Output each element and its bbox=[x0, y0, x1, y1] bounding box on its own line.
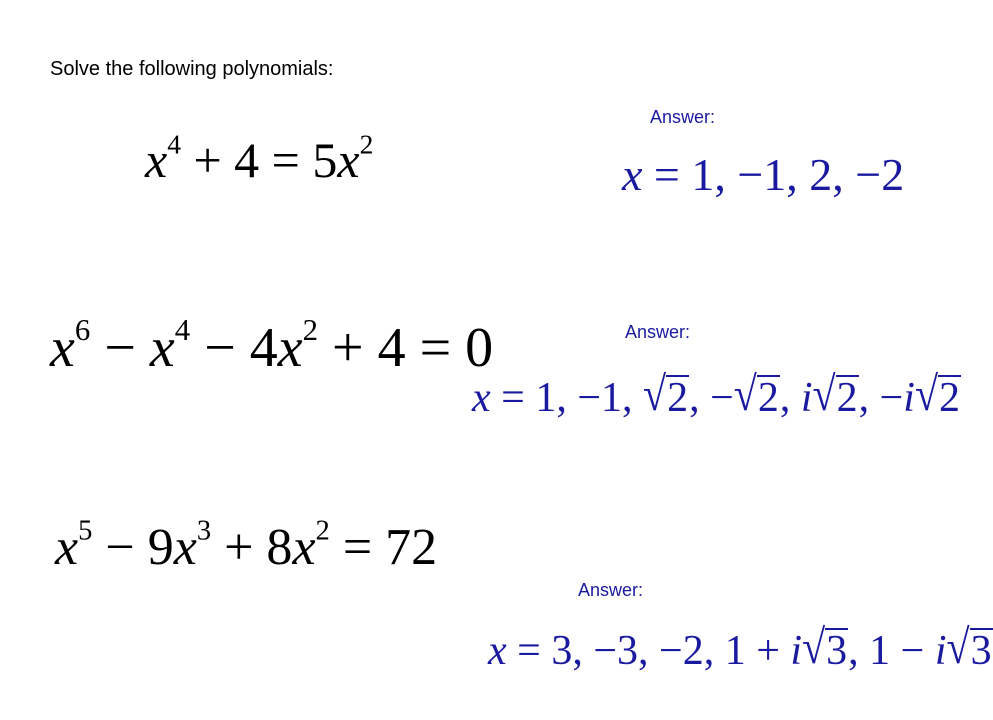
sqrt-icon: √2 bbox=[733, 368, 779, 422]
equation-3: $x^5 - 9x^3 + 8x^2 = 72$ bbox=[55, 515, 438, 576]
sqrt-icon: √2 bbox=[812, 368, 858, 422]
answer-label-1: Answer: bbox=[650, 107, 716, 127]
equation-2: $x^6 - x^4 - 4x^2 + 4 = 0$ bbox=[50, 312, 494, 379]
equation-1: $x^4 + 4 = 5x^2$ bbox=[145, 128, 374, 188]
answer-2: x = 1, −1, √2, −√2, i√2, −i√2 bbox=[472, 368, 960, 422]
sqrt-icon: √3 bbox=[946, 621, 992, 675]
sqrt-icon: √2 bbox=[914, 368, 960, 422]
answer-3: x = 3, −3, −2, 1 + i√3, 1 − i√3 bbox=[488, 621, 992, 675]
answer-label-3: Answer: bbox=[578, 580, 644, 600]
sqrt-icon: √3 bbox=[802, 621, 848, 675]
page-title: Solve the following polynomials: bbox=[50, 58, 334, 80]
answer-1: x = 1, −1, 2, −2 bbox=[622, 149, 905, 200]
answer-label-2: Answer: bbox=[625, 322, 691, 342]
sqrt-icon: √2 bbox=[643, 368, 689, 422]
